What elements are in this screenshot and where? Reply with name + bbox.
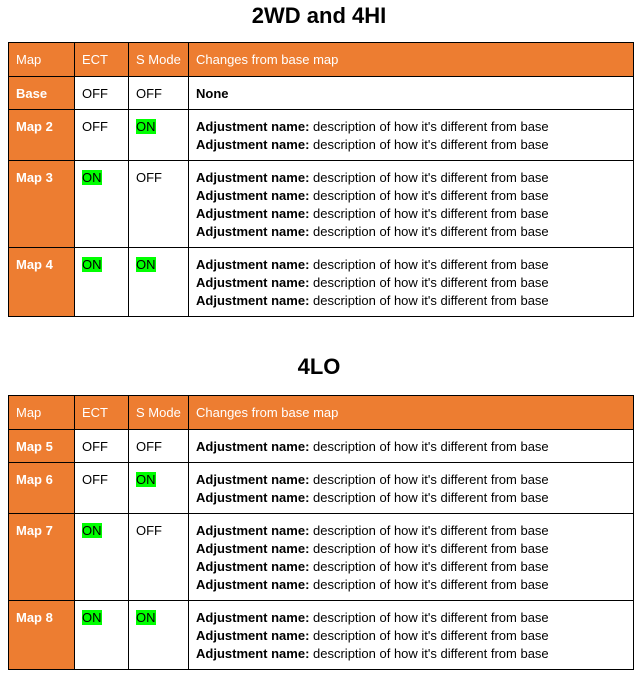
adjustment-line — [196, 136, 626, 154]
s-mode-cell — [129, 110, 189, 161]
ect-status: OFF — [82, 119, 108, 134]
table-row — [9, 248, 634, 317]
adjustment-line — [196, 489, 626, 507]
column-header-s-mode: S Mode — [129, 396, 189, 430]
adjustment-name: Adjustment name: — [196, 628, 310, 643]
s-mode-cell — [129, 430, 189, 463]
adjustment-description: description of how it's different from base — [309, 119, 549, 134]
adjustment-line — [196, 256, 626, 274]
adjustment-description: description of how it's different from base — [309, 206, 549, 221]
ect-status: ON — [82, 610, 102, 625]
map-name-cell: Map 6 — [9, 463, 75, 514]
s-mode-cell — [129, 463, 189, 514]
ect-cell — [75, 514, 129, 601]
adjustment-description: description of how it's different from base — [309, 188, 549, 203]
adjustment-line — [196, 223, 626, 241]
column-header-changes: Changes from base map — [189, 43, 634, 77]
adjustment-description: description of how it's different from base — [309, 257, 549, 272]
map-name-cell: Map 4 — [9, 248, 75, 317]
ect-cell — [75, 601, 129, 670]
adjustment-description: description of how it's different from base — [309, 490, 549, 505]
adjustment-description: description of how it's different from base — [309, 275, 549, 290]
s-mode-cell — [129, 248, 189, 317]
ect-status: OFF — [82, 86, 108, 101]
column-header-changes: Changes from base map — [189, 396, 634, 430]
adjustment-name: Adjustment name: — [196, 610, 310, 625]
changes-text: None — [196, 86, 229, 101]
adjustment-name: Adjustment name: — [196, 224, 310, 239]
adjustment-description: description of how it's different from base — [309, 628, 549, 643]
adjustment-line — [196, 274, 626, 292]
adjustment-description: description of how it's different from base — [309, 224, 549, 239]
s-mode-status: ON — [136, 610, 156, 625]
adjustment-description: description of how it's different from base — [309, 541, 549, 556]
adjustment-name: Adjustment name: — [196, 188, 310, 203]
map-name-cell: Map 5 — [9, 430, 75, 463]
adjustment-description: description of how it's different from base — [309, 439, 549, 454]
map-name-cell: Base — [9, 77, 75, 110]
adjustment-line — [196, 187, 626, 205]
ect-cell — [75, 430, 129, 463]
adjustment-name: Adjustment name: — [196, 646, 310, 661]
ect-cell — [75, 161, 129, 248]
s-mode-cell — [129, 161, 189, 248]
ect-cell — [75, 463, 129, 514]
adjustment-line — [196, 558, 626, 576]
adjustment-line — [196, 471, 626, 489]
adjustment-description: description of how it's different from base — [309, 646, 549, 661]
adjustment-line — [196, 522, 626, 540]
s-mode-status: ON — [136, 472, 156, 487]
adjustment-name: Adjustment name: — [196, 472, 310, 487]
ect-status: ON — [82, 257, 102, 272]
maps-table-4lo — [8, 395, 634, 670]
changes-cell — [189, 248, 634, 317]
table-row — [9, 430, 634, 463]
adjustment-name: Adjustment name: — [196, 275, 310, 290]
s-mode-status: ON — [136, 119, 156, 134]
column-header-ect: ECT — [75, 396, 129, 430]
adjustment-description: description of how it's different from base — [309, 170, 549, 185]
table-row — [9, 463, 634, 514]
adjustment-description: description of how it's different from base — [309, 577, 549, 592]
changes-cell — [189, 77, 634, 110]
map-name-cell: Map 8 — [9, 601, 75, 670]
changes-cell — [189, 110, 634, 161]
maps-table-2wd-4hi — [8, 42, 634, 317]
adjustment-name: Adjustment name: — [196, 490, 310, 505]
map-name-cell: Map 3 — [9, 161, 75, 248]
adjustment-line — [196, 645, 626, 663]
map-name-cell: Map 2 — [9, 110, 75, 161]
adjustment-description: description of how it's different from base — [309, 137, 549, 152]
s-mode-cell — [129, 514, 189, 601]
changes-cell — [189, 430, 634, 463]
changes-cell — [189, 601, 634, 670]
column-header-map: Map — [9, 43, 75, 77]
column-header-map: Map — [9, 396, 75, 430]
s-mode-cell — [129, 601, 189, 670]
adjustment-line — [196, 169, 626, 187]
adjustment-name: Adjustment name: — [196, 439, 310, 454]
s-mode-status: OFF — [136, 86, 162, 101]
changes-cell — [189, 463, 634, 514]
s-mode-status: OFF — [136, 523, 162, 538]
adjustment-name: Adjustment name: — [196, 541, 310, 556]
adjustment-name: Adjustment name: — [196, 523, 310, 538]
adjustment-line — [196, 205, 626, 223]
adjustment-line — [196, 438, 626, 456]
s-mode-status: ON — [136, 257, 156, 272]
ect-status: OFF — [82, 472, 108, 487]
table-header-row — [9, 396, 634, 430]
s-mode-cell — [129, 77, 189, 110]
adjustment-name: Adjustment name: — [196, 119, 310, 134]
ect-status: ON — [82, 523, 102, 538]
adjustment-description: description of how it's different from base — [309, 610, 549, 625]
s-mode-status: OFF — [136, 439, 162, 454]
adjustment-description: description of how it's different from base — [309, 293, 549, 308]
column-header-s-mode: S Mode — [129, 43, 189, 77]
adjustment-name: Adjustment name: — [196, 293, 310, 308]
adjustment-description: description of how it's different from base — [309, 559, 549, 574]
ect-cell — [75, 248, 129, 317]
changes-cell — [189, 514, 634, 601]
adjustment-name: Adjustment name: — [196, 559, 310, 574]
section-title-4lo: 4LO — [297, 354, 341, 379]
ect-cell — [75, 77, 129, 110]
adjustment-line — [196, 540, 626, 558]
map-name-cell: Map 7 — [9, 514, 75, 601]
table-row — [9, 77, 634, 110]
s-mode-status: OFF — [136, 170, 162, 185]
column-header-ect: ECT — [75, 43, 129, 77]
changes-cell — [189, 161, 634, 248]
adjustment-name: Adjustment name: — [196, 577, 310, 592]
adjustment-name: Adjustment name: — [196, 257, 310, 272]
adjustment-line — [196, 609, 626, 627]
adjustment-line — [196, 576, 626, 594]
ect-status: ON — [82, 170, 102, 185]
table-row — [9, 601, 634, 670]
adjustment-description: description of how it's different from base — [309, 523, 549, 538]
adjustment-line — [196, 118, 626, 136]
adjustment-name: Adjustment name: — [196, 206, 310, 221]
ect-cell — [75, 110, 129, 161]
adjustment-line — [196, 627, 626, 645]
table-row — [9, 110, 634, 161]
adjustment-name: Adjustment name: — [196, 170, 310, 185]
table-row — [9, 514, 634, 601]
ect-status: OFF — [82, 439, 108, 454]
table-header-row — [9, 43, 634, 77]
table-body — [9, 77, 634, 317]
table-row — [9, 161, 634, 248]
section-title-2wd-4hi: 2WD and 4HI — [251, 3, 387, 28]
adjustment-name: Adjustment name: — [196, 137, 310, 152]
table-body — [9, 430, 634, 670]
adjustment-line — [196, 292, 626, 310]
adjustment-description: description of how it's different from base — [309, 472, 549, 487]
